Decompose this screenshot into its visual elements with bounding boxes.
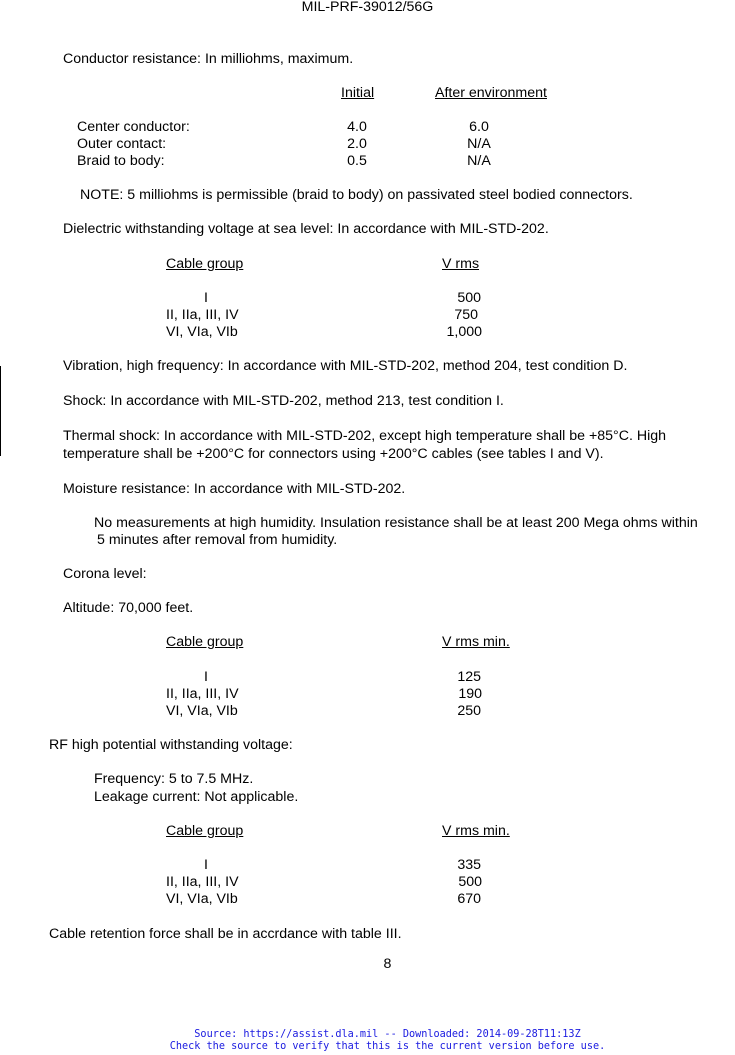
- row-label: Outer contact:: [77, 136, 167, 152]
- col-after-environment-header: After environment: [435, 85, 547, 101]
- conductor-resistance-heading: Conductor resistance: In milliohms, maximum.: [63, 51, 354, 67]
- cable-group-value: II, IIa, III, IV: [166, 874, 239, 890]
- rf-heading: RF high potential withstanding voltage:: [49, 737, 293, 753]
- document-id: MIL-PRF-39012/56G: [301, 0, 434, 15]
- row-after-value: N/A: [467, 153, 491, 169]
- cable-group-value: I: [204, 290, 208, 306]
- cable-group-value: I: [204, 669, 208, 685]
- cable-group-value: VI, VIa, VIb: [166, 324, 238, 340]
- footer-source-line: Source: https://assist.dla.mil -- Downloaded: 2014-09-28T11:13Z: [194, 1029, 581, 1040]
- cable-group-value: I: [204, 857, 208, 873]
- shock-text: Shock: In accordance with MIL-STD-202, method 213, test condition I.: [63, 393, 504, 409]
- moisture-line2: 5 minutes after removal from humidity.: [97, 532, 338, 548]
- thermal-shock-line2: temperature shall be +200°C for connectors using +200°C cables (see tables I and V).: [63, 446, 604, 462]
- v-rms-min-header: V rms min.: [442, 823, 510, 839]
- voltage-value: 335: [457, 857, 481, 873]
- row-after-value: N/A: [467, 136, 491, 152]
- voltage-value: 670: [457, 891, 481, 907]
- row-label: Braid to body:: [77, 153, 165, 169]
- v-rms-header: V rms: [442, 256, 480, 272]
- v-rms-min-header: V rms min.: [442, 634, 510, 650]
- row-initial-value: 2.0: [347, 136, 367, 152]
- voltage-value: 190: [458, 686, 482, 702]
- cable-group-header: Cable group: [166, 256, 244, 272]
- col-initial-header: Initial: [341, 85, 375, 101]
- corona-heading: Corona level:: [63, 566, 147, 582]
- row-initial-value: 0.5: [347, 153, 367, 169]
- vibration-text: Vibration, high frequency: In accordance with MIL-STD-202, method 204, test condition D.: [63, 358, 628, 374]
- page-number: 8: [383, 956, 392, 972]
- row-label: Center conductor:: [77, 119, 190, 135]
- cable-group-value: VI, VIa, VIb: [166, 703, 238, 719]
- voltage-value: 250: [457, 703, 481, 719]
- cable-group-header: Cable group: [166, 634, 244, 650]
- conductor-note: NOTE: 5 milliohms is permissible (braid to body) on passivated steel bodied connectors.: [80, 187, 633, 203]
- retention-text: Cable retention force shall be in accrdance with table III.: [49, 926, 402, 942]
- revision-bar: [0, 366, 1, 456]
- row-initial-value: 4.0: [347, 119, 367, 135]
- cable-group-value: II, IIa, III, IV: [166, 307, 239, 323]
- cable-group-header: Cable group: [166, 823, 244, 839]
- row-after-value: 6.0: [469, 119, 489, 135]
- footer-verify-line: Check the source to verify that this is the current version before use.: [169, 1041, 606, 1052]
- altitude-text: Altitude: 70,000 feet.: [63, 600, 194, 616]
- voltage-value: 500: [458, 874, 482, 890]
- thermal-shock-line1: Thermal shock: In accordance with MIL-STD-202, except high temperature shall be +85°C. High: [63, 428, 667, 444]
- moisture-line1: No measurements at high humidity. Insulation resistance shall be at least 200 Mega ohms within: [94, 515, 698, 531]
- dielectric-heading: Dielectric withstanding voltage at sea level: In accordance with MIL-STD-202.: [63, 221, 549, 237]
- moisture-heading: Moisture resistance: In accordance with MIL-STD-202.: [63, 481, 406, 497]
- voltage-value: 750: [454, 307, 478, 323]
- voltage-value: 500: [457, 290, 481, 306]
- voltage-value: 1,000: [446, 324, 482, 340]
- frequency-text: Frequency: 5 to 7.5 MHz.: [94, 771, 254, 787]
- cable-group-value: II, IIa, III, IV: [166, 686, 239, 702]
- leakage-text: Leakage current: Not applicable.: [94, 789, 299, 805]
- cable-group-value: VI, VIa, VIb: [166, 891, 238, 907]
- voltage-value: 125: [457, 669, 481, 685]
